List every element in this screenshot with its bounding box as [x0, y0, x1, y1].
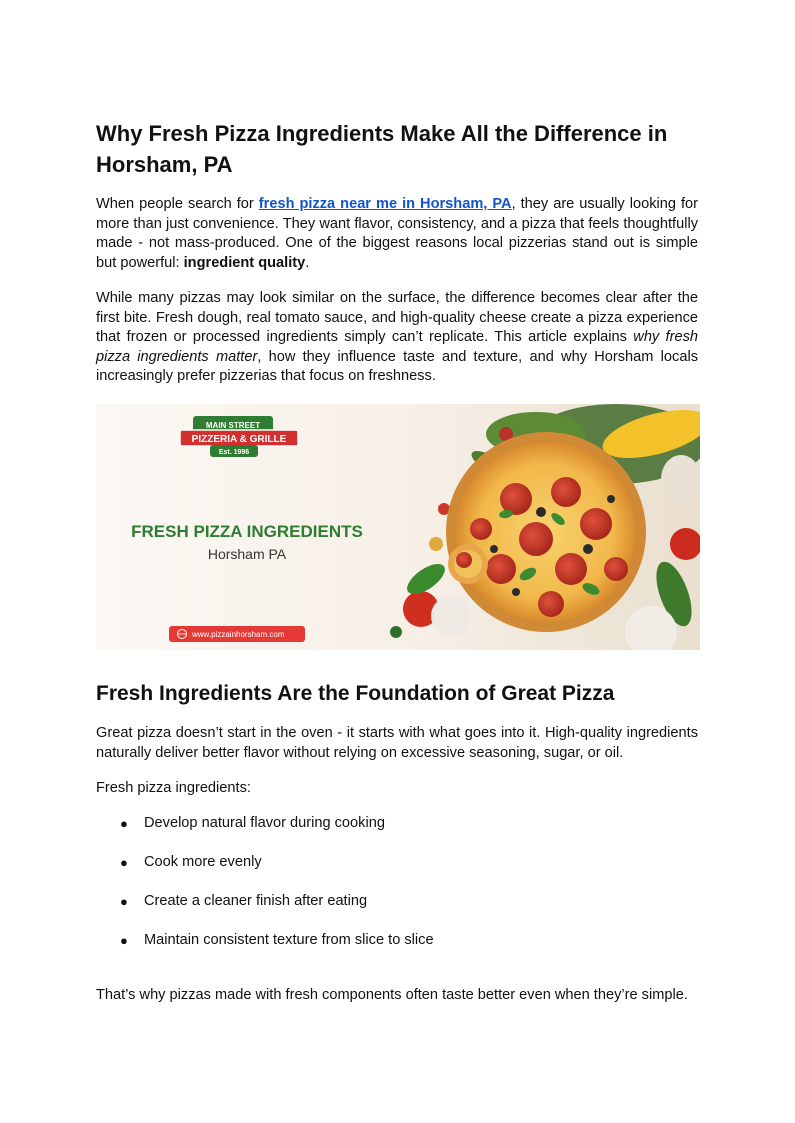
list-item-text: Create a cleaner finish after eating: [144, 893, 368, 909]
list-item: [96, 814, 698, 853]
banner-illustration: [96, 404, 700, 650]
foundation-paragraph: Great pizza doesn’t start in the oven - it starts with what goes into it. High-quality ingredients naturally deliver better flavor without relying on excessive seasoning, sugar, or oil.: [96, 725, 698, 761]
bullet-icon: ●: [120, 855, 128, 870]
second-paragraph: [96, 289, 698, 387]
list-item: [96, 892, 698, 931]
second-paragraph-start: While many pizzas may look similar on the surface, the difference becomes clear after the first bite. Fresh dough, real tomato sauce, and high-quality cheese create a pizza experience that frozen or processed ingredients simply can’t replicate. This article explains: [96, 290, 698, 345]
intro-text-start: When people search for: [96, 196, 259, 212]
fresh-ingredients-lead: Fresh pizza ingredients:: [96, 780, 251, 796]
bullet-icon: ●: [120, 816, 128, 831]
intro-text-middle: , they are usually looking for more than just convenience. They want flavor, consistency, and a pizza that feels thoughtfully made - not mass-produced. One of the biggest reasons local pizzerias stand out is simple but powerful:: [96, 196, 699, 271]
list-item: [96, 931, 698, 970]
list-item-text: Maintain consistent texture from slice to slice: [144, 932, 434, 948]
intro-text-end: .: [305, 254, 310, 271]
list-item-text: Cook more evenly: [144, 854, 262, 870]
intro-paragraph: [96, 195, 698, 273]
banner-website: www.pizzainhorsham.com: [192, 630, 285, 639]
article-title: Why Fresh Pizza Ingredients Make All the Difference in Horsham, PA: [96, 121, 668, 177]
website-pill: [169, 626, 305, 642]
section-heading: Fresh Ingredients Are the Foundation of Great Pizza: [96, 682, 615, 705]
fresh-ingredients-banner-image: [96, 404, 700, 650]
why-matter-italic: why fresh pizza ingredients matter: [96, 329, 698, 365]
list-item: [96, 853, 698, 892]
logo-pizzeria-text: PIZZERIA & GRILLE: [191, 434, 287, 445]
pizza-graphic: [446, 432, 646, 632]
bullet-icon: ●: [120, 894, 128, 909]
list-item-text: Develop natural flavor during cooking: [144, 815, 385, 831]
logo-est-text: Est. 1996: [218, 449, 250, 456]
logo-main-street-text: MAIN STREET: [205, 421, 261, 430]
bullet-icon: ●: [120, 933, 128, 948]
banner-subheadline: Horsham PA: [207, 546, 287, 562]
fresh-pizza-link[interactable]: fresh pizza near me in Horsham, PA: [258, 196, 512, 212]
ingredient-quality-bold: ingredient quality: [183, 254, 306, 271]
benefits-list: [96, 814, 698, 970]
second-paragraph-end: , how they influence taste and texture, and why Horsham locals increasingly prefer pizzerias that focus on freshness.: [96, 348, 698, 384]
banner-headline: FRESH PIZZA INGREDIENTS: [131, 522, 363, 541]
closing-paragraph: That’s why pizzas made with fresh components often taste better even when they’re simple.: [96, 987, 688, 1003]
